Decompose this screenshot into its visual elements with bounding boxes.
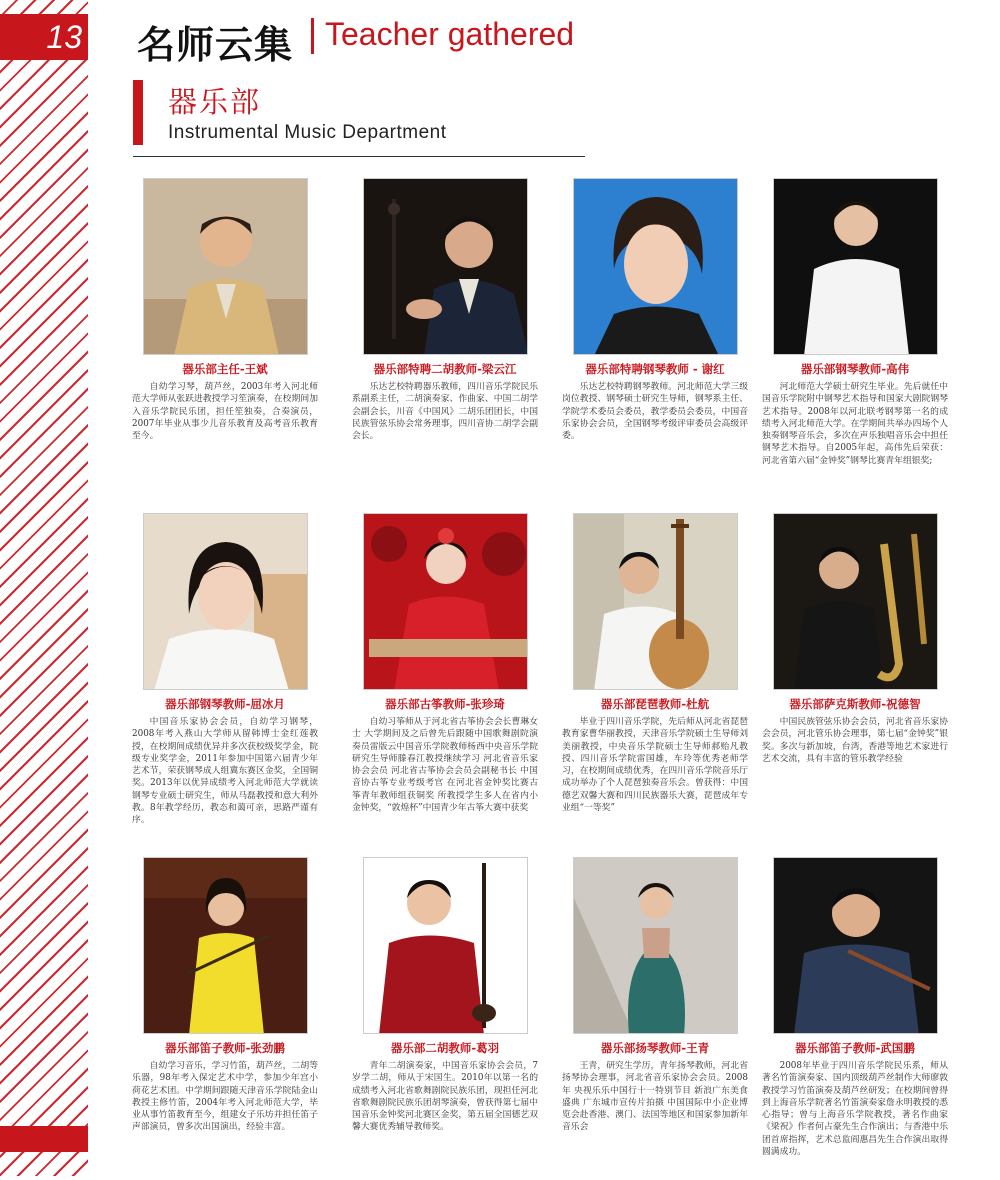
page-number: 13	[46, 18, 82, 55]
teacher-card	[762, 857, 948, 1180]
teacher-card	[562, 178, 748, 489]
teacher-name: 器乐部特聘二胡教师-梁云江	[373, 362, 517, 376]
teacher-photo	[773, 178, 938, 355]
header-separator	[311, 18, 314, 54]
teacher-bio: 乐达艺校特聘钢琴教师。河北师范大学三级岗位教授、钢琴硕士研究生导师，钢琴系主任、学院学术委员会委员，教学委员会委员，中国音乐家协会会员，全国钢琴考级评审委员会高级评委。	[562, 382, 748, 442]
teacher-name: 器乐部笛子教师-张劲鹏	[165, 1041, 285, 1055]
section-accent-bar	[133, 80, 143, 145]
teacher-photo	[573, 857, 738, 1034]
header-title-en: Teacher gathered	[325, 16, 575, 52]
teacher-name: 器乐部笛子教师-武国鹏	[795, 1041, 915, 1055]
teacher-photo	[363, 178, 528, 355]
decorative-stripe-strip	[0, 0, 88, 1176]
bottom-accent-bar	[0, 1126, 88, 1152]
teacher-card	[132, 857, 318, 1170]
teacher-bio: 河北师范大学硕士研究生毕业。先后就任中国音乐学院附中钢琴艺术指导和国家大剧院钢琴艺术指导。2008年以河北联考钢琴第一名的成绩考入河北师范大学。在学期间共举办四场个人独奏钢琴音乐会，多次在声乐独唱音乐会中担任钢琴艺术指导。自2005年起，高伟先后荣获：河北省第六届“金钟奖”钢琴比赛青年组银奖;	[762, 382, 948, 466]
section-title-en: Instrumental Music Department	[168, 122, 447, 143]
teacher-name: 器乐部琵琶教师-杜航	[600, 697, 710, 711]
teacher-photo	[573, 513, 738, 690]
teacher-card	[352, 178, 538, 489]
teacher-bio: 毕业于四川音乐学院，先后师从河北省琵琶教育家曹华丽教授，天津音乐学院硕士生导师刘美丽教授，中央音乐学院硕士生导师郝贻凡教授、四川音乐学院雷国雄，车玲等优秀老师学习，在校期间成绩优秀，在四川音乐学院音乐厅成功举办了个人琵琶独奏音乐会。曾获得：中国德艺双馨大赛和四川民族器乐大赛，琵琶成年专业组“一等奖”	[562, 717, 748, 814]
teacher-bio: 中国民族管弦乐协会会员，河北省音乐家协会会员，河北管乐协会理事，第七届“金钟奖”银奖。多次与新加坡，台湾，香港等地艺术家进行艺术交流，具有丰富的管乐教学经验	[762, 717, 948, 764]
teacher-photo	[143, 178, 308, 355]
teacher-bio: 自幼习筝师从于河北省古筝协会会长曹琳女士 大学期间及之后曾先后跟随中国歌舞剧院演奏员雷版云中国音乐学院教师杨西中央音乐学院研究生导师滕春江教授继续学习 河北省音乐家协会会员 河北省古筝协会会员会副秘书长 中国音协古筝专业考级考官 在河北省金钟奖比赛古筝青年教师组获铜奖 所教授学生多人在省内小金钟奖，“敦煌杯”中国青少年古筝大赛中获奖	[352, 717, 538, 814]
teacher-bio: 王青，研究生学历，青年扬琴教师，河北省扬琴协会理事，河北省音乐家协会会员。2008年 央视乐乐中国行十一特别节目 新浪广东美食盛典 广东城市宣传片拍摄 中国国际中小企业博览会赴香港、澳门、法国等地区和国家参加新年音乐会	[562, 1061, 748, 1133]
teacher-card	[352, 513, 538, 852]
teacher-bio: 青年二胡演奏家，中国音乐家协会会员，7岁学二胡，师从于宋国生。2010年以第一名的成绩考入河北省歌舞剧院民族乐团，现担任河北省歌舞剧院民族乐团胡琴演奏，曾获得第七届中国音乐金钟奖河北赛区金奖，第五届全国德艺双馨大赛优秀辅导教师奖。	[352, 1061, 538, 1133]
teacher-card	[132, 178, 318, 489]
teacher-card	[762, 178, 948, 505]
teacher-name: 器乐部主任-王斌	[182, 362, 268, 376]
page-number-box	[0, 14, 88, 60]
teacher-name: 器乐部二胡教师-葛羽	[390, 1041, 500, 1055]
section-divider	[133, 156, 585, 157]
teacher-bio: 中国音乐家协会会员，自幼学习钢琴，2008年考入燕山大学师从留韩博士金红莲教授，在校期间成绩优异并多次获校级奖学金，院级专业奖学金，2011年参加中国第六届青少年艺术节，荣获钢琴成人组冀东赛区金奖，全国铜奖。2013年以优异成绩考入河北师范大学就读钢琴专业硕士研究生，师从马磊教授和意大利外教。8年教学经历，教态和蔼可亲，思路严谨有序。	[132, 717, 318, 826]
header-title-cn: 名师云集	[137, 23, 294, 67]
teacher-bio: 自幼学习琴，葫芦丝，2003年考入河北师范大学师从张跃进教授学习笙演奏，在校期间加入音乐学院民乐团，担任笙独奏，合奏演员，2007年毕业从事少儿音乐教育及高考音乐教育至今。	[132, 382, 318, 442]
teacher-photo	[143, 513, 308, 690]
teacher-card	[562, 857, 748, 1170]
teacher-bio: 自幼学习音乐，学习竹笛，葫芦丝，二胡等乐器，98年考入保定艺术中学，参加少年宫小荷花艺术团。中学期间跟随天津音乐学院陆金山教授主修竹笛，2004年考入河北师范大学，毕业从事竹笛教育至今，组建女子乐坊并担任笛子声部演员，曾多次出国演出，经验丰富。	[132, 1061, 318, 1133]
teacher-name: 器乐部萨克斯教师-祝德智	[789, 697, 921, 711]
teacher-card	[762, 513, 948, 852]
teacher-photo	[363, 857, 528, 1034]
teacher-name: 器乐部特聘钢琴教师 - 谢红	[585, 362, 725, 376]
teacher-card	[132, 513, 318, 852]
teacher-card	[562, 513, 748, 852]
teacher-card	[352, 857, 538, 1170]
teacher-name: 器乐部古筝教师-张珍琦	[385, 697, 505, 711]
teacher-name: 器乐部钢琴教师-高伟	[800, 362, 910, 376]
section-title-cn: 器乐部	[168, 85, 262, 119]
teacher-name: 器乐部钢琴教师-屈冰月	[165, 697, 285, 711]
teacher-bio: 乐达艺校特聘器乐教师，四川音乐学院民乐系副系主任，二胡演奏家、作曲家、中国二胡学会副会长，川音《中国风》二胡乐团团长，中国民族管弦乐协会常务理事，四川音协二胡学会副会长。	[352, 382, 538, 442]
teacher-photo	[573, 178, 738, 355]
teacher-photo	[143, 857, 308, 1034]
teacher-photo	[773, 857, 938, 1034]
teacher-photo	[773, 513, 938, 690]
teacher-photo	[363, 513, 528, 690]
teacher-name: 器乐部扬琴教师-王青	[600, 1041, 710, 1055]
teacher-bio: 2008年毕业于四川音乐学院民乐系，师从著名竹笛演奏家、国内顶级葫芦丝制作大师廖敦教授学习竹笛演奏及葫芦丝研发；在校期间曾得到上海音乐学院著名竹笛演奏家詹永明教授的悉心指导；曾与上海音乐学院教授，著名作曲家《梁祝》作者何占豪先生合作演出；与香港中乐团首席指挥，艺术总监阎惠昌先生合作演出取得圆满成功。	[762, 1061, 948, 1158]
